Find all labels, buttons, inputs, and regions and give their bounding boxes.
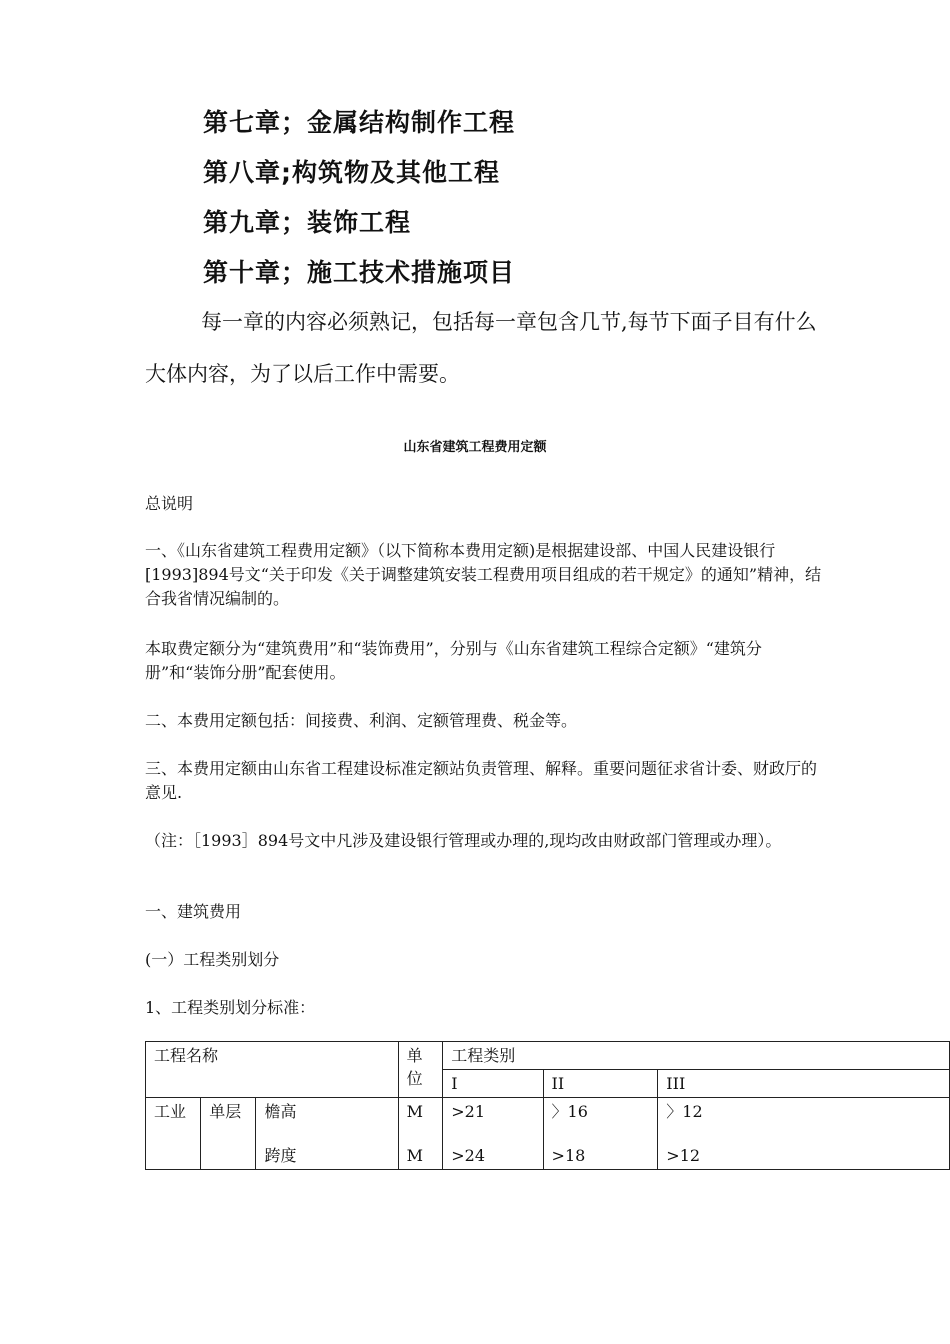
paragraph-contents: 二、本费用定额包括：间接费、利润、定额管理费、税金等。 [145,711,578,730]
header-unit: 单位 [398,1042,443,1098]
header-category: 工程类别 [443,1042,950,1070]
row-item: 檐高 [256,1098,398,1143]
row-unit: M [398,1098,443,1143]
chapter-7-heading: 第七章；金属结构制作工程 [203,108,516,137]
header-project-name: 工程名称 [146,1042,399,1098]
paragraph-basis: 一、《山东省建筑工程费用定额》（以下简称本费用定额)是根据建设部、中国人民建设银行[1993]894号文“关于印发《关于调整建筑安装工程费用项目组成的若干规定》的通知”精神，结合我省情况编制的。 [145,541,822,608]
row-value: >12 [658,1142,950,1170]
document-title: 山东省建筑工程费用定额 [403,440,547,455]
row-value: >24 [443,1142,543,1170]
header-class-2: II [543,1070,658,1098]
table-row [146,1098,950,1143]
row-item: 跨度 [256,1142,398,1170]
row-value: >18 [543,1142,658,1170]
table-row [146,1142,950,1170]
chapter-9-heading: 第九章；装饰工程 [203,208,412,237]
row-unit: M [398,1142,443,1170]
paragraph-note: （注：［1993］894号文中凡涉及建设银行管理或办理的,现均改由财政部门管理或办理）。 [145,831,782,850]
chapter-8-heading: 第八章;构筑物及其他工程 [203,158,500,187]
row-value: 〉16 [543,1098,658,1143]
section-building-fees: 一、建筑费用 [145,902,242,921]
header-class-1: I [443,1070,543,1098]
intro-paragraph: 每一章的内容必须熟记，包括每一章包含几节,每节下面子目有什么大体内容，为了以后工作中需要。 [145,310,817,386]
row-value: 〉12 [658,1098,950,1143]
subgroup-label: 单层 [201,1098,256,1170]
row-value: >21 [443,1098,543,1143]
chapter-10-heading: 第十章；施工技术措施项目 [203,258,516,287]
item-category-standard: 1、工程类别划分标准： [145,998,316,1017]
category-table [145,1041,950,1170]
header-class-3: III [658,1070,950,1098]
paragraph-management: 三、本费用定额由山东省工程建设标准定额站负责管理、解释。重要问题征求省计委、财政厅的意见. [145,759,818,802]
paragraph-division: 本取费定额分为“建筑费用”和“装饰费用”，分别与《山东省建筑工程综合定额》“建筑分册”和“装饰分册”配套使用。 [145,639,762,682]
group-label: 工业 [146,1098,201,1170]
subsection-category-division: (一）工程类别划分 [145,950,280,969]
general-notes-heading: 总说明 [145,494,194,513]
